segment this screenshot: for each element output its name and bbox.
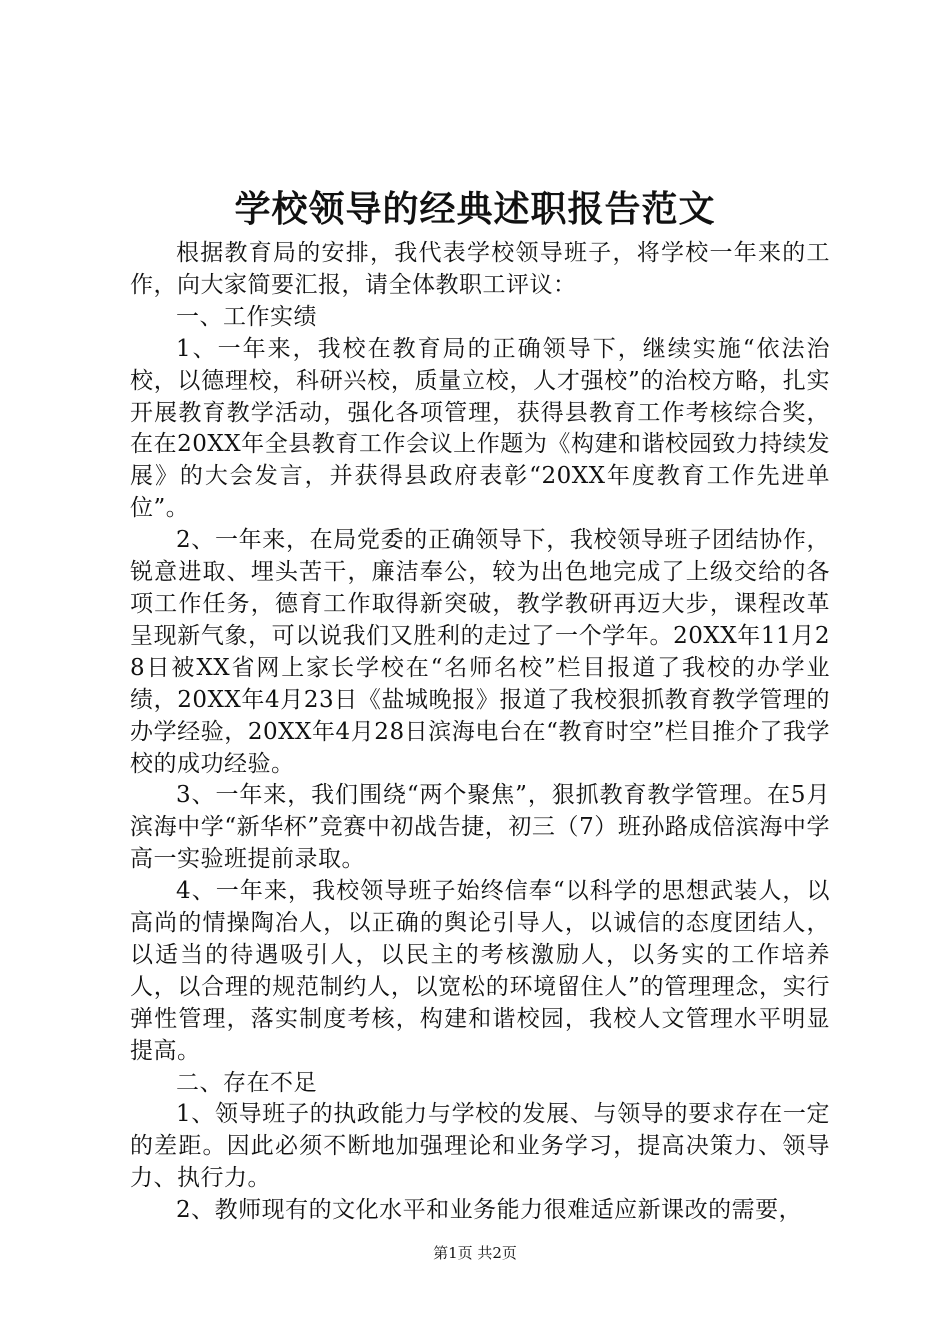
paragraph-shortcoming-2: 2、教师现有的文化水平和业务能力很难适应新课改的需要， (176, 1197, 803, 1224)
document-title: 学校领导的经典述职报告范文 (234, 188, 716, 230)
paragraph-achievement-4: 4、一年来，我校领导班子始终信奉“以科学的思想武装人，以高尚的情操陶冶人，以正确的舆论引导人，以诚信的态度团结人，以适当的待遇吸引人，以民主的考核激励人，以务实的工作培养人，以合理的规范制约人，以宽松的环境留住人”的管理理念，实行弹性管理，落实制度考核，构建和谐校园，我校人文管理水平明显提高。 (130, 878, 830, 1064)
paragraph-achievement-2: 2、一年来，在局党委的正确领导下，我校领导班子团结协作，锐意进取、埋头苦干，廉洁奉公，较为出色地完成了上级交给的各项工作任务，德育工作取得新突破，教学教研再迈大步，课程改革呈现新气象，可以说我们又胜利的走过了一个学年。20XX年11月28日被XX省网上家长学校在“名师名校”栏目报道了我校的办学业绩，20XX年4月23日《盐城晚报》报道了我校狠抓教育教学管理的办学经验，20XX年4月28日滨海电台在“教育时空”栏目推介了我学校的成功经验。 (130, 527, 830, 777)
page-number-footer: 第1页 共2页 (433, 1244, 517, 1262)
paragraph-achievement-1: 1、一年来，我校在教育局的正确领导下，继续实施“依法治校，以德理校，科研兴校，质量立校，人才强校”的治校方略，扎实开展教育教学活动，强化各项管理，获得县教育工作考核综合奖，在在20XX年全县教育工作会议上作题为《构建和谐校园致力持续发展》的大会发言，并获得县政府表彰“20XX年度教育工作先进单位”。 (130, 335, 830, 522)
document-body (130, 238, 830, 1227)
section-heading-achievements: 一、工作实绩 (176, 303, 317, 330)
paragraph-achievement-3: 3、一年来，我们围绕“两个聚焦”，狠抓教育教学管理。在5月滨海中学“新华杯”竞赛中初战告捷，初三（7）班孙路成倍滨海中学高一实验班提前录取。 (130, 782, 830, 873)
paragraph-intro: 根据教育局的安排，我代表学校领导班子，将学校一年来的工作，向大家简要汇报，请全体教职工评议： (130, 240, 830, 298)
paragraph-shortcoming-1: 1、领导班子的执政能力与学校的发展、与领导的要求存在一定的差距。因此必须不断地加强理论和业务学习，提高决策力、领导力、执行力。 (130, 1101, 830, 1192)
section-heading-shortcomings: 二、存在不足 (176, 1069, 317, 1096)
